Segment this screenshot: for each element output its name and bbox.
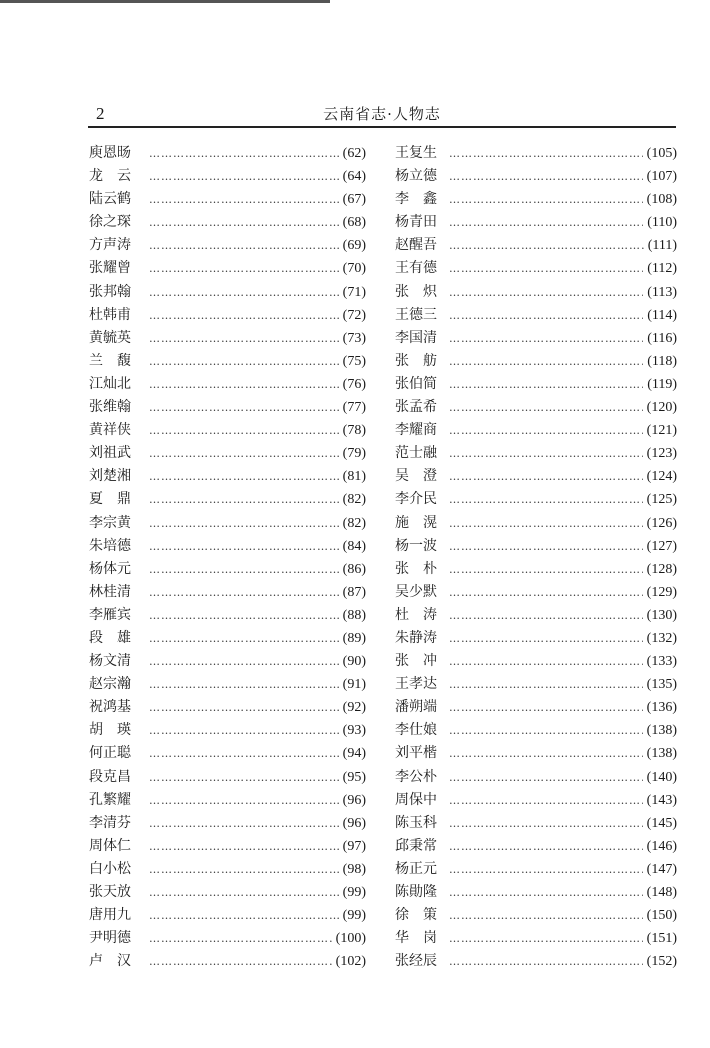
dot-leader	[449, 373, 643, 396]
dot-leader	[449, 904, 643, 927]
entry-name: 朱培德	[89, 537, 131, 554]
entry-name: 周体仁	[89, 837, 131, 854]
dot-leader	[149, 673, 339, 696]
entry-name: 吴少默	[395, 583, 437, 600]
dot-leader	[149, 558, 339, 581]
dot-leader	[449, 558, 643, 581]
toc-entry	[89, 558, 366, 581]
dot-leader	[149, 742, 339, 765]
entry-name: 杜 涛	[395, 606, 437, 623]
entry-name: 龙 云	[89, 168, 131, 185]
dot-leader	[149, 766, 339, 789]
entry-name: 黄祥侠	[89, 422, 131, 439]
entry-name: 王复生	[395, 145, 437, 161]
toc-entry	[395, 904, 677, 927]
toc-entry	[89, 165, 366, 188]
entry-name: 徐 策	[395, 907, 437, 924]
dot-leader	[449, 419, 643, 442]
entry-name: 李宗黄	[89, 514, 131, 531]
toc-entry	[89, 257, 366, 280]
entry-name: 杨正元	[395, 860, 437, 877]
entry-name: 朱静涛	[395, 629, 437, 646]
entry-name: 何正聪	[89, 745, 131, 762]
entry-page: (133)	[646, 654, 677, 670]
entry-name: 林桂清	[89, 583, 131, 600]
entry-page: (76)	[342, 376, 366, 392]
entry-name: 潘朔端	[395, 699, 437, 716]
toc-entry	[395, 373, 677, 396]
dot-leader	[449, 673, 643, 696]
entry-page: (129)	[646, 584, 677, 600]
entry-page: (136)	[646, 700, 677, 716]
entry-page: (97)	[342, 838, 366, 854]
dot-leader	[449, 512, 643, 535]
entry-page: (128)	[646, 561, 677, 577]
page-header	[88, 100, 676, 126]
dot-leader	[449, 696, 643, 719]
dot-leader	[149, 512, 339, 535]
entry-page: (73)	[342, 330, 366, 346]
dot-leader	[449, 350, 643, 373]
toc-entry	[89, 696, 366, 719]
toc-entry	[395, 581, 677, 604]
entry-name: 杨青田	[395, 214, 437, 231]
entry-name: 张 舫	[395, 352, 437, 369]
entry-page: (147)	[646, 861, 677, 877]
dot-leader	[449, 719, 643, 742]
entry-page: (145)	[646, 815, 677, 831]
dot-leader	[149, 188, 339, 211]
dot-leader	[149, 442, 339, 465]
entry-name: 陈玉科	[395, 814, 437, 831]
entry-name: 夏 鼎	[89, 491, 131, 508]
dot-leader	[149, 373, 339, 396]
dot-leader	[449, 396, 643, 419]
entry-page: (138)	[646, 746, 677, 762]
toc-entry	[89, 327, 366, 350]
entry-name: 唐用九	[89, 907, 131, 924]
dot-leader	[149, 881, 339, 904]
dot-leader	[449, 604, 643, 627]
toc-entry	[89, 881, 366, 904]
toc-entry	[395, 858, 677, 881]
entry-page: (77)	[342, 400, 366, 416]
dot-leader	[449, 627, 643, 650]
dot-leader	[449, 581, 643, 604]
dot-leader	[149, 581, 339, 604]
toc-entry	[395, 719, 677, 742]
entry-page: (90)	[342, 654, 366, 670]
entry-page: (105)	[646, 146, 677, 161]
dot-leader	[449, 950, 643, 973]
dot-leader	[149, 835, 339, 858]
entry-page: (121)	[646, 423, 677, 439]
entry-page: (89)	[342, 630, 366, 646]
entry-name: 尹明德	[89, 930, 131, 947]
toc-entry	[395, 604, 677, 627]
entry-name: 李耀商	[395, 422, 437, 439]
toc-entry	[89, 927, 366, 950]
dot-leader	[149, 904, 339, 927]
dot-leader	[449, 188, 643, 211]
entry-page: (70)	[342, 261, 366, 277]
toc-entry	[89, 904, 366, 927]
dot-leader	[149, 165, 339, 188]
dot-leader	[149, 604, 339, 627]
entry-page: (108)	[646, 192, 677, 208]
dot-leader	[149, 535, 339, 558]
dot-leader	[149, 396, 339, 419]
toc-entry	[89, 373, 366, 396]
dot-leader	[149, 950, 332, 973]
entry-name: 张 朴	[395, 560, 437, 577]
entry-page: (68)	[342, 215, 366, 231]
toc-entry	[89, 234, 366, 257]
toc-entry	[395, 650, 677, 673]
entry-page: (94)	[342, 746, 366, 762]
entry-name: 王有德	[395, 260, 437, 277]
entry-page: (100)	[335, 931, 366, 947]
toc-entry	[89, 419, 366, 442]
page-number: 2	[96, 104, 105, 123]
toc-entry	[395, 927, 677, 950]
entry-page: (69)	[342, 238, 366, 254]
entry-name: 黄毓英	[89, 329, 131, 346]
toc-entry	[395, 165, 677, 188]
entry-page: (148)	[646, 885, 677, 900]
entry-name: 范士融	[395, 445, 437, 462]
toc-entry	[89, 142, 366, 165]
dot-leader	[149, 719, 339, 742]
entry-page: (119)	[647, 376, 677, 392]
entry-name: 张 炽	[395, 283, 437, 300]
entry-page: (93)	[342, 723, 366, 739]
entry-name: 杨一波	[395, 537, 437, 554]
entry-page: (146)	[646, 838, 677, 854]
entry-name: 卢 汉	[89, 953, 131, 970]
entry-page: (111)	[647, 238, 677, 254]
dot-leader	[149, 142, 339, 165]
dot-leader	[149, 211, 339, 234]
entry-page: (132)	[646, 630, 677, 646]
entry-name: 李清芬	[89, 814, 131, 831]
entry-name: 李仕娘	[395, 722, 437, 739]
toc-entry	[395, 558, 677, 581]
entry-page: (67)	[342, 192, 366, 208]
toc-left-column	[89, 142, 366, 973]
dot-leader	[449, 465, 643, 488]
entry-name: 张耀曾	[89, 260, 131, 277]
entry-page: (75)	[342, 353, 366, 369]
entry-page: (125)	[646, 492, 677, 508]
entry-page: (123)	[646, 446, 677, 462]
entry-page: (113)	[647, 284, 677, 300]
entry-page: (71)	[342, 284, 366, 300]
dot-leader	[149, 812, 339, 835]
dot-leader	[149, 281, 339, 304]
entry-name: 赵醒吾	[395, 237, 437, 254]
entry-page: (152)	[646, 954, 677, 970]
toc-entry	[395, 211, 677, 234]
entry-name: 杨文清	[89, 653, 131, 670]
entry-page: (124)	[646, 469, 677, 485]
entry-name: 华 岗	[395, 930, 437, 947]
entry-page: (96)	[342, 792, 366, 808]
entry-page: (120)	[646, 400, 677, 416]
toc-entry	[89, 512, 366, 535]
entry-name: 邱秉常	[395, 837, 437, 854]
dot-leader	[149, 419, 339, 442]
entry-name: 庾恩旸	[89, 145, 131, 161]
dot-leader	[449, 535, 643, 558]
entry-page: (64)	[342, 169, 366, 185]
toc-entry	[395, 766, 677, 789]
entry-name: 张 冲	[395, 653, 437, 670]
toc-entry	[395, 812, 677, 835]
toc-entry	[395, 535, 677, 558]
toc-entry	[395, 419, 677, 442]
entry-name: 刘平楷	[395, 745, 437, 762]
entry-page: (78)	[342, 423, 366, 439]
dot-leader	[449, 142, 643, 165]
dot-leader	[449, 211, 643, 234]
toc-entry	[395, 142, 677, 165]
entry-name: 赵宗瀚	[89, 676, 131, 693]
toc-entry	[395, 465, 677, 488]
entry-name: 张经辰	[395, 953, 437, 970]
entry-name: 王德三	[395, 306, 437, 323]
entry-name: 兰 馥	[89, 352, 131, 369]
entry-page: (130)	[646, 607, 677, 623]
dot-leader	[149, 789, 339, 812]
entry-name: 李公朴	[395, 768, 437, 785]
entry-page: (82)	[342, 492, 366, 508]
dot-leader	[449, 835, 643, 858]
entry-name: 祝鸿基	[89, 699, 131, 716]
dot-leader	[449, 927, 643, 950]
toc-entry	[395, 350, 677, 373]
entry-name: 段 雄	[89, 629, 131, 646]
entry-page: (86)	[342, 561, 366, 577]
toc-entry	[395, 234, 677, 257]
entry-page: (92)	[342, 700, 366, 716]
entry-name: 刘楚湘	[89, 468, 131, 485]
entry-name: 胡 瑛	[89, 722, 131, 739]
entry-page: (95)	[342, 769, 366, 785]
toc-entry	[89, 211, 366, 234]
entry-page: (91)	[342, 677, 366, 693]
entry-name: 张孟希	[395, 399, 437, 416]
entry-name: 王孝达	[395, 676, 437, 693]
toc-entry	[89, 442, 366, 465]
entry-page: (98)	[342, 861, 366, 877]
dot-leader	[149, 327, 339, 350]
entry-page: (84)	[342, 538, 366, 554]
toc-entry	[89, 188, 366, 211]
dot-leader	[449, 812, 643, 835]
running-title: 云南省志·人物志	[323, 105, 441, 123]
toc-entry	[89, 766, 366, 789]
toc-entry	[89, 465, 366, 488]
toc-entry	[395, 188, 677, 211]
toc-entry	[89, 535, 366, 558]
toc-entry	[89, 858, 366, 881]
entry-page: (114)	[647, 307, 677, 323]
entry-page: (96)	[342, 815, 366, 831]
dot-leader	[449, 327, 643, 350]
toc-entry	[395, 281, 677, 304]
toc-entry	[395, 304, 677, 327]
entry-name: 张天放	[89, 884, 131, 900]
entry-name: 陈勛隆	[395, 884, 437, 900]
entry-page: (110)	[647, 215, 677, 231]
entry-name: 杨体元	[89, 560, 131, 577]
toc-entry	[89, 281, 366, 304]
entry-page: (127)	[646, 538, 677, 554]
toc-entry	[395, 442, 677, 465]
toc-entry	[395, 950, 677, 973]
entry-page: (81)	[342, 469, 366, 485]
entry-name: 刘祖武	[89, 445, 131, 462]
dot-leader	[149, 234, 339, 257]
toc-entry	[89, 789, 366, 812]
toc-entry	[89, 812, 366, 835]
toc-entry	[395, 835, 677, 858]
dot-leader	[449, 488, 643, 511]
toc-entry	[395, 673, 677, 696]
entry-page: (107)	[646, 169, 677, 185]
entry-page: (72)	[342, 307, 366, 323]
entry-name: 张维翰	[89, 399, 131, 416]
entry-page: (102)	[335, 954, 366, 970]
dot-leader	[149, 650, 339, 673]
dot-leader	[449, 789, 643, 812]
entry-page: (135)	[646, 677, 677, 693]
entry-page: (79)	[342, 446, 366, 462]
dot-leader	[449, 766, 643, 789]
dot-leader	[449, 650, 643, 673]
dot-leader	[149, 350, 339, 373]
entry-name: 杜韩甫	[89, 306, 131, 323]
dot-leader	[149, 304, 339, 327]
entry-name: 段克昌	[89, 768, 131, 785]
dot-leader	[449, 442, 643, 465]
toc-entry	[89, 304, 366, 327]
toc-entry	[89, 627, 366, 650]
entry-name: 张伯简	[395, 375, 437, 392]
dot-leader	[449, 858, 643, 881]
toc-entry	[395, 396, 677, 419]
entry-page: (118)	[647, 353, 677, 369]
dot-leader	[149, 465, 339, 488]
toc-entry	[395, 327, 677, 350]
dot-leader	[449, 257, 643, 280]
dot-leader	[149, 257, 339, 280]
dot-leader	[449, 165, 643, 188]
entry-name: 李介民	[395, 491, 437, 508]
toc-entry	[395, 881, 677, 904]
entry-name: 徐之琛	[89, 214, 131, 231]
toc-entry	[395, 488, 677, 511]
toc-entry	[89, 742, 366, 765]
top-edge-rule	[0, 0, 330, 3]
entry-name: 张邦翰	[89, 283, 131, 300]
dot-leader	[149, 488, 339, 511]
entry-page: (140)	[646, 769, 677, 785]
entry-page: (112)	[647, 261, 677, 277]
entry-page: (62)	[342, 146, 366, 161]
entry-page: (151)	[646, 931, 677, 947]
toc-entry	[395, 742, 677, 765]
entry-page: (99)	[342, 908, 366, 924]
entry-page: (138)	[646, 723, 677, 739]
toc-entry	[89, 950, 366, 973]
entry-name: 李国清	[395, 329, 437, 346]
toc-entry	[395, 627, 677, 650]
entry-page: (116)	[647, 330, 677, 346]
toc-entry	[89, 396, 366, 419]
toc-entry	[89, 719, 366, 742]
entry-name: 方声涛	[89, 237, 131, 254]
entry-name: 李雁宾	[89, 606, 131, 623]
entry-name: 白小松	[89, 860, 131, 877]
toc-entry	[89, 673, 366, 696]
toc-entry	[395, 512, 677, 535]
dot-leader	[449, 742, 643, 765]
toc-right-column	[395, 142, 677, 973]
toc-entry	[395, 257, 677, 280]
toc-entry	[89, 488, 366, 511]
toc-entry	[395, 696, 677, 719]
entry-page: (143)	[646, 792, 677, 808]
dot-leader	[449, 234, 644, 257]
dot-leader	[149, 627, 339, 650]
entry-name: 陆云鹤	[89, 191, 131, 208]
toc-entry	[89, 350, 366, 373]
entry-page: (88)	[342, 607, 366, 623]
dot-leader	[449, 304, 643, 327]
entry-page: (87)	[342, 584, 366, 600]
dot-leader	[449, 881, 643, 904]
entry-page: (150)	[646, 908, 677, 924]
entry-name: 李 鑫	[395, 191, 437, 208]
entry-page: (82)	[342, 515, 366, 531]
entry-page: (99)	[342, 885, 366, 900]
entry-name: 江灿北	[89, 375, 131, 392]
entry-name: 吴 澄	[395, 468, 437, 485]
toc-entry	[89, 650, 366, 673]
dot-leader	[449, 281, 643, 304]
toc-entry	[89, 604, 366, 627]
entry-name: 孔繁耀	[89, 791, 131, 808]
entry-name: 杨立德	[395, 168, 437, 185]
entry-name: 施 滉	[395, 514, 437, 531]
header-rule	[88, 126, 676, 128]
toc-entry	[89, 581, 366, 604]
toc-entry	[395, 789, 677, 812]
toc-entry	[89, 835, 366, 858]
dot-leader	[149, 927, 332, 950]
dot-leader	[149, 858, 339, 881]
dot-leader	[149, 696, 339, 719]
entry-name: 周保中	[395, 791, 437, 808]
entry-page: (126)	[646, 515, 677, 531]
